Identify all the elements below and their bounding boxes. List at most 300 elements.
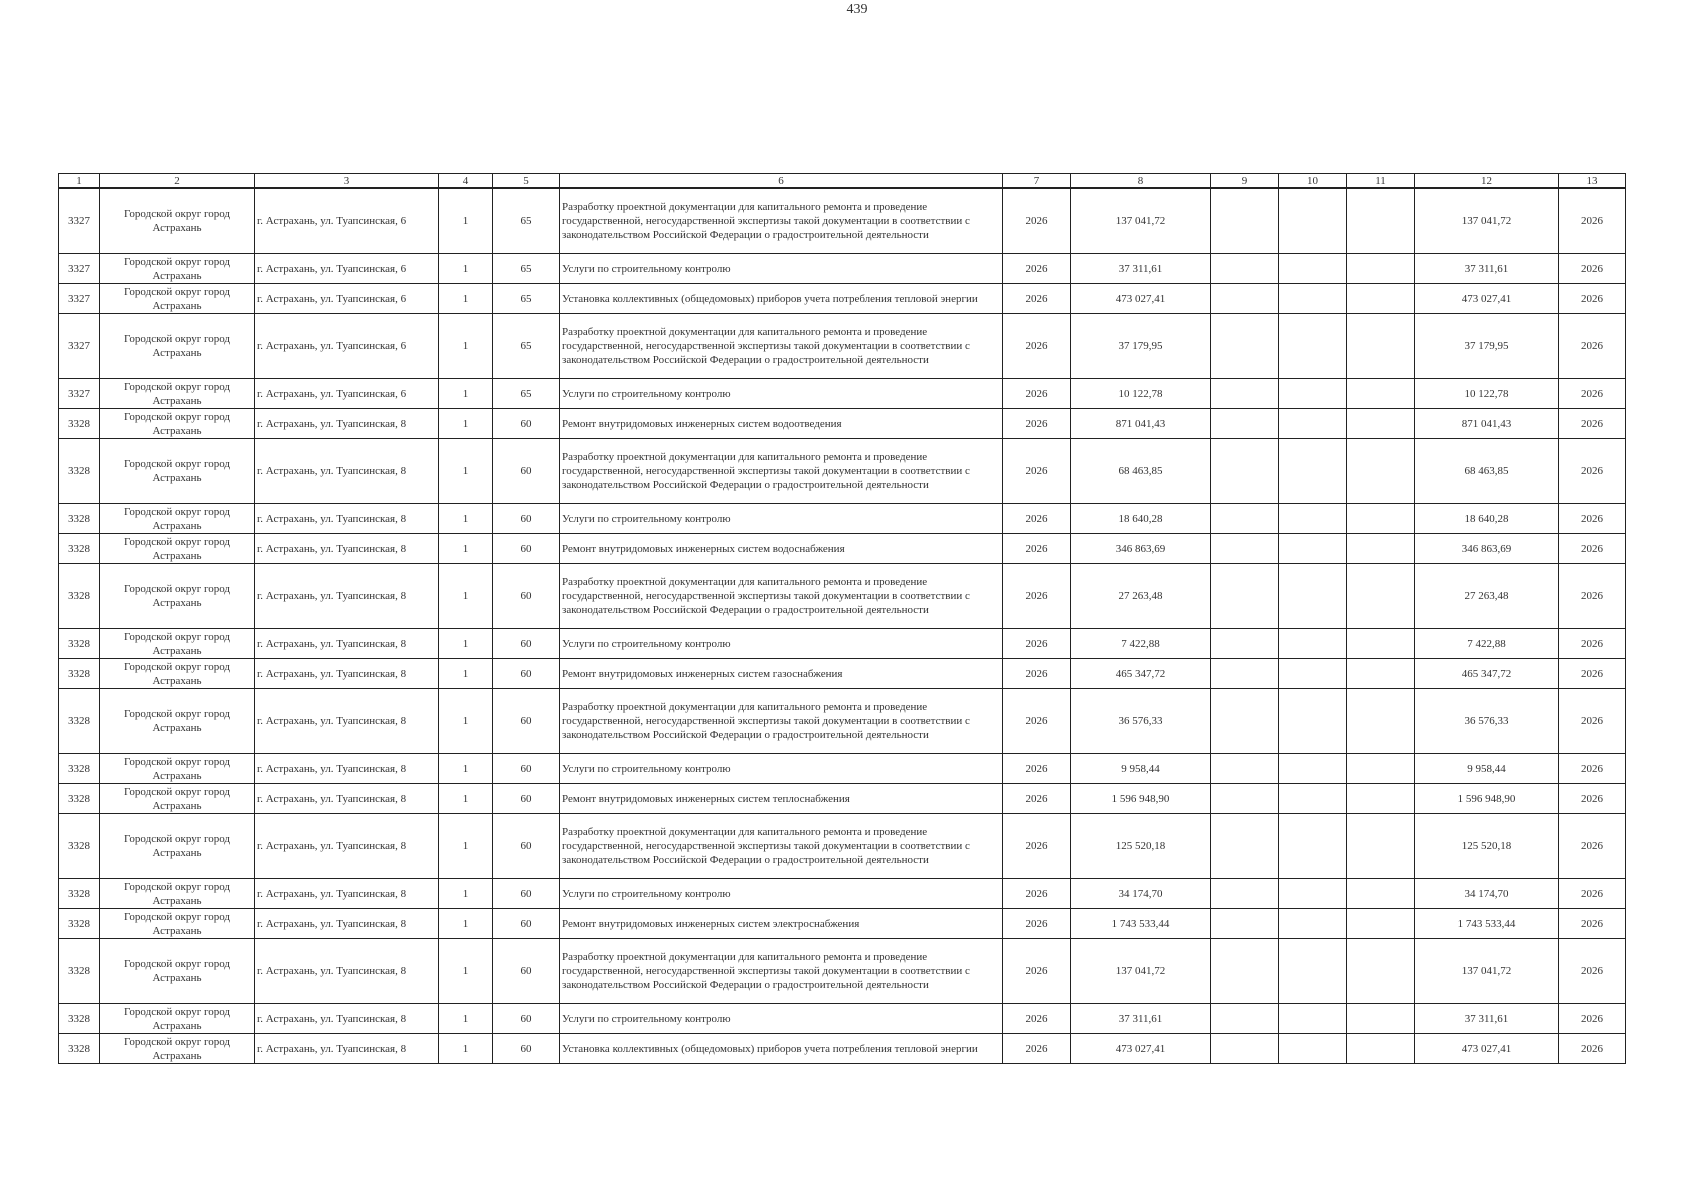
col10-cell xyxy=(1279,188,1347,254)
col5-cell: 65 xyxy=(493,284,560,314)
col5-cell: 60 xyxy=(493,659,560,689)
col10-cell xyxy=(1279,939,1347,1004)
col5-cell: 60 xyxy=(493,439,560,504)
col4-cell: 1 xyxy=(439,629,493,659)
col4-cell: 1 xyxy=(439,814,493,879)
col12-cell: 473 027,41 xyxy=(1415,284,1559,314)
col5-cell: 60 xyxy=(493,814,560,879)
col10-cell xyxy=(1279,409,1347,439)
col13-cell: 2026 xyxy=(1559,659,1626,689)
col11-cell xyxy=(1347,814,1415,879)
col9-cell xyxy=(1211,879,1279,909)
work-type-cell: Услуги по строительному контролю xyxy=(560,879,1003,909)
row-id: 3328 xyxy=(59,1004,100,1034)
year-cell: 2026 xyxy=(1003,314,1071,379)
table-row xyxy=(59,439,1626,504)
col11-cell xyxy=(1347,939,1415,1004)
col5-cell: 60 xyxy=(493,409,560,439)
work-type-cell: Разработку проектной документации для капитального ремонта и проведение государственной, негосударственной экспертизы такой документации в соответствии с законодательством Российской Федерации о градостроительной деятельности xyxy=(560,188,1003,254)
col5-cell: 60 xyxy=(493,939,560,1004)
address-cell: г. Астрахань, ул. Туапсинская, 8 xyxy=(255,814,439,879)
municipality-cell: Городской округ город Астрахань xyxy=(100,188,255,254)
work-type-cell: Услуги по строительному контролю xyxy=(560,504,1003,534)
col10-cell xyxy=(1279,909,1347,939)
col11-cell xyxy=(1347,754,1415,784)
col9-cell xyxy=(1211,504,1279,534)
col13-cell: 2026 xyxy=(1559,629,1626,659)
year-cell: 2026 xyxy=(1003,879,1071,909)
col11-cell xyxy=(1347,879,1415,909)
year-cell: 2026 xyxy=(1003,534,1071,564)
municipality-cell: Городской округ город Астрахань xyxy=(100,504,255,534)
work-type-cell: Разработку проектной документации для капитального ремонта и проведение государственной, негосударственной экспертизы такой документации в соответствии с законодательством Российской Федерации о градостроительной деятельности xyxy=(560,564,1003,629)
col10-cell xyxy=(1279,284,1347,314)
row-id: 3327 xyxy=(59,314,100,379)
col10-cell xyxy=(1279,314,1347,379)
total-cost-cell: 18 640,28 xyxy=(1071,504,1211,534)
table-row xyxy=(59,284,1626,314)
address-cell: г. Астрахань, ул. Туапсинская, 6 xyxy=(255,379,439,409)
col13-cell: 2026 xyxy=(1559,564,1626,629)
col9-cell xyxy=(1211,564,1279,629)
municipality-cell: Городской округ город Астрахань xyxy=(100,659,255,689)
col9-cell xyxy=(1211,784,1279,814)
col13-cell: 2026 xyxy=(1559,314,1626,379)
year-cell: 2026 xyxy=(1003,629,1071,659)
municipality-cell: Городской округ город Астрахань xyxy=(100,254,255,284)
year-cell: 2026 xyxy=(1003,254,1071,284)
year-cell: 2026 xyxy=(1003,784,1071,814)
total-cost-cell: 137 041,72 xyxy=(1071,939,1211,1004)
address-cell: г. Астрахань, ул. Туапсинская, 8 xyxy=(255,1004,439,1034)
col13-cell: 2026 xyxy=(1559,379,1626,409)
municipality-cell: Городской округ город Астрахань xyxy=(100,689,255,754)
municipality-cell: Городской округ город Астрахань xyxy=(100,409,255,439)
col12-cell: 9 958,44 xyxy=(1415,754,1559,784)
col9-cell xyxy=(1211,939,1279,1004)
col4-cell: 1 xyxy=(439,409,493,439)
address-cell: г. Астрахань, ул. Туапсинская, 8 xyxy=(255,689,439,754)
col10-cell xyxy=(1279,439,1347,504)
column-header-8: 8 xyxy=(1071,174,1211,189)
year-cell: 2026 xyxy=(1003,909,1071,939)
col13-cell: 2026 xyxy=(1559,409,1626,439)
page-number: 439 xyxy=(846,2,868,17)
col10-cell xyxy=(1279,564,1347,629)
col12-cell: 125 520,18 xyxy=(1415,814,1559,879)
column-header-4: 4 xyxy=(439,174,493,189)
municipality-cell: Городской округ город Астрахань xyxy=(100,534,255,564)
col13-cell: 2026 xyxy=(1559,754,1626,784)
year-cell: 2026 xyxy=(1003,814,1071,879)
municipality-cell: Городской округ город Астрахань xyxy=(100,1034,255,1064)
col9-cell xyxy=(1211,1004,1279,1034)
total-cost-cell: 465 347,72 xyxy=(1071,659,1211,689)
col4-cell: 1 xyxy=(439,254,493,284)
header-row xyxy=(59,174,1626,189)
address-cell: г. Астрахань, ул. Туапсинская, 8 xyxy=(255,754,439,784)
col10-cell xyxy=(1279,879,1347,909)
total-cost-cell: 1 596 948,90 xyxy=(1071,784,1211,814)
table-row xyxy=(59,254,1626,284)
municipality-cell: Городской округ город Астрахань xyxy=(100,379,255,409)
col10-cell xyxy=(1279,689,1347,754)
total-cost-cell: 37 311,61 xyxy=(1071,254,1211,284)
table-row xyxy=(59,629,1626,659)
col11-cell xyxy=(1347,284,1415,314)
col4-cell: 1 xyxy=(439,504,493,534)
table-row xyxy=(59,1034,1626,1064)
address-cell: г. Астрахань, ул. Туапсинская, 8 xyxy=(255,629,439,659)
row-id: 3328 xyxy=(59,629,100,659)
year-cell: 2026 xyxy=(1003,284,1071,314)
column-header-11: 11 xyxy=(1347,174,1415,189)
work-type-cell: Ремонт внутридомовых инженерных систем теплоснабжения xyxy=(560,784,1003,814)
total-cost-cell: 137 041,72 xyxy=(1071,188,1211,254)
col4-cell: 1 xyxy=(439,689,493,754)
address-cell: г. Астрахань, ул. Туапсинская, 8 xyxy=(255,939,439,1004)
col4-cell: 1 xyxy=(439,909,493,939)
column-header-5: 5 xyxy=(493,174,560,189)
table-row xyxy=(59,314,1626,379)
total-cost-cell: 34 174,70 xyxy=(1071,879,1211,909)
register-table xyxy=(58,173,1626,1064)
col9-cell xyxy=(1211,629,1279,659)
row-id: 3328 xyxy=(59,754,100,784)
total-cost-cell: 1 743 533,44 xyxy=(1071,909,1211,939)
col13-cell: 2026 xyxy=(1559,439,1626,504)
work-type-cell: Разработку проектной документации для капитального ремонта и проведение государственной, негосударственной экспертизы такой документации в соответствии с законодательством Российской Федерации о градостроительной деятельности xyxy=(560,939,1003,1004)
col12-cell: 137 041,72 xyxy=(1415,939,1559,1004)
col12-cell: 473 027,41 xyxy=(1415,1034,1559,1064)
work-type-cell: Услуги по строительному контролю xyxy=(560,629,1003,659)
col5-cell: 65 xyxy=(493,254,560,284)
total-cost-cell: 37 179,95 xyxy=(1071,314,1211,379)
municipality-cell: Городской округ город Астрахань xyxy=(100,629,255,659)
address-cell: г. Астрахань, ул. Туапсинская, 6 xyxy=(255,314,439,379)
year-cell: 2026 xyxy=(1003,439,1071,504)
total-cost-cell: 473 027,41 xyxy=(1071,1034,1211,1064)
municipality-cell: Городской округ город Астрахань xyxy=(100,284,255,314)
col11-cell xyxy=(1347,1034,1415,1064)
work-type-cell: Услуги по строительному контролю xyxy=(560,379,1003,409)
address-cell: г. Астрахань, ул. Туапсинская, 6 xyxy=(255,188,439,254)
col4-cell: 1 xyxy=(439,534,493,564)
col4-cell: 1 xyxy=(439,879,493,909)
col11-cell xyxy=(1347,409,1415,439)
col9-cell xyxy=(1211,284,1279,314)
column-header-10: 10 xyxy=(1279,174,1347,189)
work-type-cell: Разработку проектной документации для капитального ремонта и проведение государственной, негосударственной экспертизы такой документации в соответствии с законодательством Российской Федерации о градостроительной деятельности xyxy=(560,814,1003,879)
total-cost-cell: 473 027,41 xyxy=(1071,284,1211,314)
row-id: 3328 xyxy=(59,1034,100,1064)
table-row xyxy=(59,879,1626,909)
year-cell: 2026 xyxy=(1003,379,1071,409)
col9-cell xyxy=(1211,689,1279,754)
col10-cell xyxy=(1279,784,1347,814)
col4-cell: 1 xyxy=(439,784,493,814)
col12-cell: 1 743 533,44 xyxy=(1415,909,1559,939)
col9-cell xyxy=(1211,1034,1279,1064)
total-cost-cell: 871 041,43 xyxy=(1071,409,1211,439)
col11-cell xyxy=(1347,314,1415,379)
col5-cell: 60 xyxy=(493,504,560,534)
col10-cell xyxy=(1279,659,1347,689)
col4-cell: 1 xyxy=(439,564,493,629)
year-cell: 2026 xyxy=(1003,659,1071,689)
col5-cell: 60 xyxy=(493,564,560,629)
row-id: 3327 xyxy=(59,188,100,254)
table-row xyxy=(59,1004,1626,1034)
total-cost-cell: 10 122,78 xyxy=(1071,379,1211,409)
col5-cell: 60 xyxy=(493,689,560,754)
col9-cell xyxy=(1211,814,1279,879)
col13-cell: 2026 xyxy=(1559,784,1626,814)
col11-cell xyxy=(1347,909,1415,939)
address-cell: г. Астрахань, ул. Туапсинская, 8 xyxy=(255,879,439,909)
col4-cell: 1 xyxy=(439,939,493,1004)
work-type-cell: Ремонт внутридомовых инженерных систем водоснабжения xyxy=(560,534,1003,564)
col12-cell: 10 122,78 xyxy=(1415,379,1559,409)
col10-cell xyxy=(1279,254,1347,284)
col5-cell: 60 xyxy=(493,909,560,939)
column-header-2: 2 xyxy=(100,174,255,189)
col10-cell xyxy=(1279,814,1347,879)
address-cell: г. Астрахань, ул. Туапсинская, 8 xyxy=(255,909,439,939)
col12-cell: 68 463,85 xyxy=(1415,439,1559,504)
col5-cell: 65 xyxy=(493,314,560,379)
col13-cell: 2026 xyxy=(1559,689,1626,754)
col10-cell xyxy=(1279,1004,1347,1034)
col9-cell xyxy=(1211,659,1279,689)
col11-cell xyxy=(1347,1004,1415,1034)
table-row xyxy=(59,659,1626,689)
address-cell: г. Астрахань, ул. Туапсинская, 8 xyxy=(255,784,439,814)
year-cell: 2026 xyxy=(1003,1034,1071,1064)
municipality-cell: Городской округ город Астрахань xyxy=(100,754,255,784)
col9-cell xyxy=(1211,439,1279,504)
col9-cell xyxy=(1211,754,1279,784)
table-row xyxy=(59,504,1626,534)
col5-cell: 60 xyxy=(493,1004,560,1034)
column-header-1: 1 xyxy=(59,174,100,189)
col5-cell: 60 xyxy=(493,1034,560,1064)
col4-cell: 1 xyxy=(439,188,493,254)
col10-cell xyxy=(1279,504,1347,534)
col4-cell: 1 xyxy=(439,659,493,689)
col4-cell: 1 xyxy=(439,314,493,379)
col5-cell: 60 xyxy=(493,629,560,659)
col12-cell: 7 422,88 xyxy=(1415,629,1559,659)
table-row xyxy=(59,784,1626,814)
col12-cell: 37 179,95 xyxy=(1415,314,1559,379)
row-id: 3327 xyxy=(59,254,100,284)
work-type-cell: Услуги по строительному контролю xyxy=(560,754,1003,784)
table-row xyxy=(59,379,1626,409)
total-cost-cell: 7 422,88 xyxy=(1071,629,1211,659)
col11-cell xyxy=(1347,534,1415,564)
col13-cell: 2026 xyxy=(1559,504,1626,534)
col4-cell: 1 xyxy=(439,1004,493,1034)
col13-cell: 2026 xyxy=(1559,814,1626,879)
table-row xyxy=(59,534,1626,564)
row-id: 3327 xyxy=(59,379,100,409)
work-type-cell: Установка коллективных (общедомовых) приборов учета потребления тепловой энергии xyxy=(560,1034,1003,1064)
work-type-cell: Ремонт внутридомовых инженерных систем электроснабжения xyxy=(560,909,1003,939)
address-cell: г. Астрахань, ул. Туапсинская, 8 xyxy=(255,659,439,689)
total-cost-cell: 125 520,18 xyxy=(1071,814,1211,879)
total-cost-cell: 68 463,85 xyxy=(1071,439,1211,504)
row-id: 3328 xyxy=(59,814,100,879)
col9-cell xyxy=(1211,254,1279,284)
col9-cell xyxy=(1211,909,1279,939)
col11-cell xyxy=(1347,629,1415,659)
work-type-cell: Разработку проектной документации для капитального ремонта и проведение государственной, негосударственной экспертизы такой документации в соответствии с законодательством Российской Федерации о градостроительной деятельности xyxy=(560,689,1003,754)
address-cell: г. Астрахань, ул. Туапсинская, 8 xyxy=(255,439,439,504)
column-header-6: 6 xyxy=(560,174,1003,189)
col11-cell xyxy=(1347,254,1415,284)
table-row xyxy=(59,909,1626,939)
col11-cell xyxy=(1347,439,1415,504)
col9-cell xyxy=(1211,409,1279,439)
work-type-cell: Установка коллективных (общедомовых) приборов учета потребления тепловой энергии xyxy=(560,284,1003,314)
col5-cell: 60 xyxy=(493,754,560,784)
col11-cell xyxy=(1347,188,1415,254)
total-cost-cell: 36 576,33 xyxy=(1071,689,1211,754)
col4-cell: 1 xyxy=(439,754,493,784)
year-cell: 2026 xyxy=(1003,1004,1071,1034)
year-cell: 2026 xyxy=(1003,564,1071,629)
row-id: 3328 xyxy=(59,909,100,939)
col13-cell: 2026 xyxy=(1559,254,1626,284)
address-cell: г. Астрахань, ул. Туапсинская, 8 xyxy=(255,534,439,564)
col4-cell: 1 xyxy=(439,284,493,314)
table-header xyxy=(59,174,1626,189)
municipality-cell: Городской округ город Астрахань xyxy=(100,439,255,504)
work-type-cell: Разработку проектной документации для капитального ремонта и проведение государственной, негосударственной экспертизы такой документации в соответствии с законодательством Российской Федерации о градостроительной деятельности xyxy=(560,439,1003,504)
row-id: 3328 xyxy=(59,939,100,1004)
col11-cell xyxy=(1347,784,1415,814)
year-cell: 2026 xyxy=(1003,754,1071,784)
col10-cell xyxy=(1279,379,1347,409)
col13-cell: 2026 xyxy=(1559,534,1626,564)
col12-cell: 18 640,28 xyxy=(1415,504,1559,534)
year-cell: 2026 xyxy=(1003,939,1071,1004)
col5-cell: 60 xyxy=(493,534,560,564)
row-id: 3328 xyxy=(59,689,100,754)
row-id: 3328 xyxy=(59,564,100,629)
table-row xyxy=(59,939,1626,1004)
address-cell: г. Астрахань, ул. Туапсинская, 8 xyxy=(255,1034,439,1064)
col10-cell xyxy=(1279,534,1347,564)
col11-cell xyxy=(1347,689,1415,754)
work-type-cell: Услуги по строительному контролю xyxy=(560,254,1003,284)
col13-cell: 2026 xyxy=(1559,939,1626,1004)
year-cell: 2026 xyxy=(1003,689,1071,754)
col13-cell: 2026 xyxy=(1559,188,1626,254)
col12-cell: 346 863,69 xyxy=(1415,534,1559,564)
col9-cell xyxy=(1211,534,1279,564)
address-cell: г. Астрахань, ул. Туапсинская, 8 xyxy=(255,409,439,439)
col5-cell: 65 xyxy=(493,379,560,409)
row-id: 3328 xyxy=(59,409,100,439)
row-id: 3328 xyxy=(59,784,100,814)
col4-cell: 1 xyxy=(439,439,493,504)
work-type-cell: Ремонт внутридомовых инженерных систем газоснабжения xyxy=(560,659,1003,689)
column-header-12: 12 xyxy=(1415,174,1559,189)
total-cost-cell: 27 263,48 xyxy=(1071,564,1211,629)
municipality-cell: Городской округ город Астрахань xyxy=(100,909,255,939)
col12-cell: 37 311,61 xyxy=(1415,1004,1559,1034)
table-body xyxy=(59,188,1626,1064)
table-row xyxy=(59,754,1626,784)
col10-cell xyxy=(1279,629,1347,659)
municipality-cell: Городской округ город Астрахань xyxy=(100,784,255,814)
total-cost-cell: 37 311,61 xyxy=(1071,1004,1211,1034)
col13-cell: 2026 xyxy=(1559,879,1626,909)
col9-cell xyxy=(1211,379,1279,409)
col12-cell: 871 041,43 xyxy=(1415,409,1559,439)
address-cell: г. Астрахань, ул. Туапсинская, 8 xyxy=(255,564,439,629)
row-id: 3328 xyxy=(59,659,100,689)
col11-cell xyxy=(1347,564,1415,629)
table-row xyxy=(59,409,1626,439)
col5-cell: 60 xyxy=(493,879,560,909)
col11-cell xyxy=(1347,659,1415,689)
year-cell: 2026 xyxy=(1003,409,1071,439)
table-row xyxy=(59,689,1626,754)
col12-cell: 27 263,48 xyxy=(1415,564,1559,629)
col12-cell: 1 596 948,90 xyxy=(1415,784,1559,814)
row-id: 3328 xyxy=(59,439,100,504)
municipality-cell: Городской округ город Астрахань xyxy=(100,814,255,879)
col12-cell: 36 576,33 xyxy=(1415,689,1559,754)
column-header-9: 9 xyxy=(1211,174,1279,189)
address-cell: г. Астрахань, ул. Туапсинская, 8 xyxy=(255,504,439,534)
row-id: 3328 xyxy=(59,879,100,909)
work-type-cell: Услуги по строительному контролю xyxy=(560,1004,1003,1034)
col9-cell xyxy=(1211,314,1279,379)
col12-cell: 34 174,70 xyxy=(1415,879,1559,909)
address-cell: г. Астрахань, ул. Туапсинская, 6 xyxy=(255,254,439,284)
year-cell: 2026 xyxy=(1003,504,1071,534)
col12-cell: 37 311,61 xyxy=(1415,254,1559,284)
col13-cell: 2026 xyxy=(1559,284,1626,314)
municipality-cell: Городской округ город Астрахань xyxy=(100,1004,255,1034)
table-row xyxy=(59,564,1626,629)
column-header-3: 3 xyxy=(255,174,439,189)
table-row xyxy=(59,814,1626,879)
col5-cell: 65 xyxy=(493,188,560,254)
year-cell: 2026 xyxy=(1003,188,1071,254)
work-type-cell: Разработку проектной документации для капитального ремонта и проведение государственной, негосударственной экспертизы такой документации в соответствии с законодательством Российской Федерации о градостроительной деятельности xyxy=(560,314,1003,379)
col11-cell xyxy=(1347,504,1415,534)
work-type-cell: Ремонт внутридомовых инженерных систем водоотведения xyxy=(560,409,1003,439)
address-cell: г. Астрахань, ул. Туапсинская, 6 xyxy=(255,284,439,314)
col12-cell: 137 041,72 xyxy=(1415,188,1559,254)
municipality-cell: Городской округ город Астрахань xyxy=(100,939,255,1004)
column-header-7: 7 xyxy=(1003,174,1071,189)
total-cost-cell: 346 863,69 xyxy=(1071,534,1211,564)
municipality-cell: Городской округ город Астрахань xyxy=(100,314,255,379)
row-id: 3328 xyxy=(59,534,100,564)
col12-cell: 465 347,72 xyxy=(1415,659,1559,689)
municipality-cell: Городской округ город Астрахань xyxy=(100,879,255,909)
col5-cell: 60 xyxy=(493,784,560,814)
col13-cell: 2026 xyxy=(1559,909,1626,939)
col10-cell xyxy=(1279,754,1347,784)
col4-cell: 1 xyxy=(439,1034,493,1064)
